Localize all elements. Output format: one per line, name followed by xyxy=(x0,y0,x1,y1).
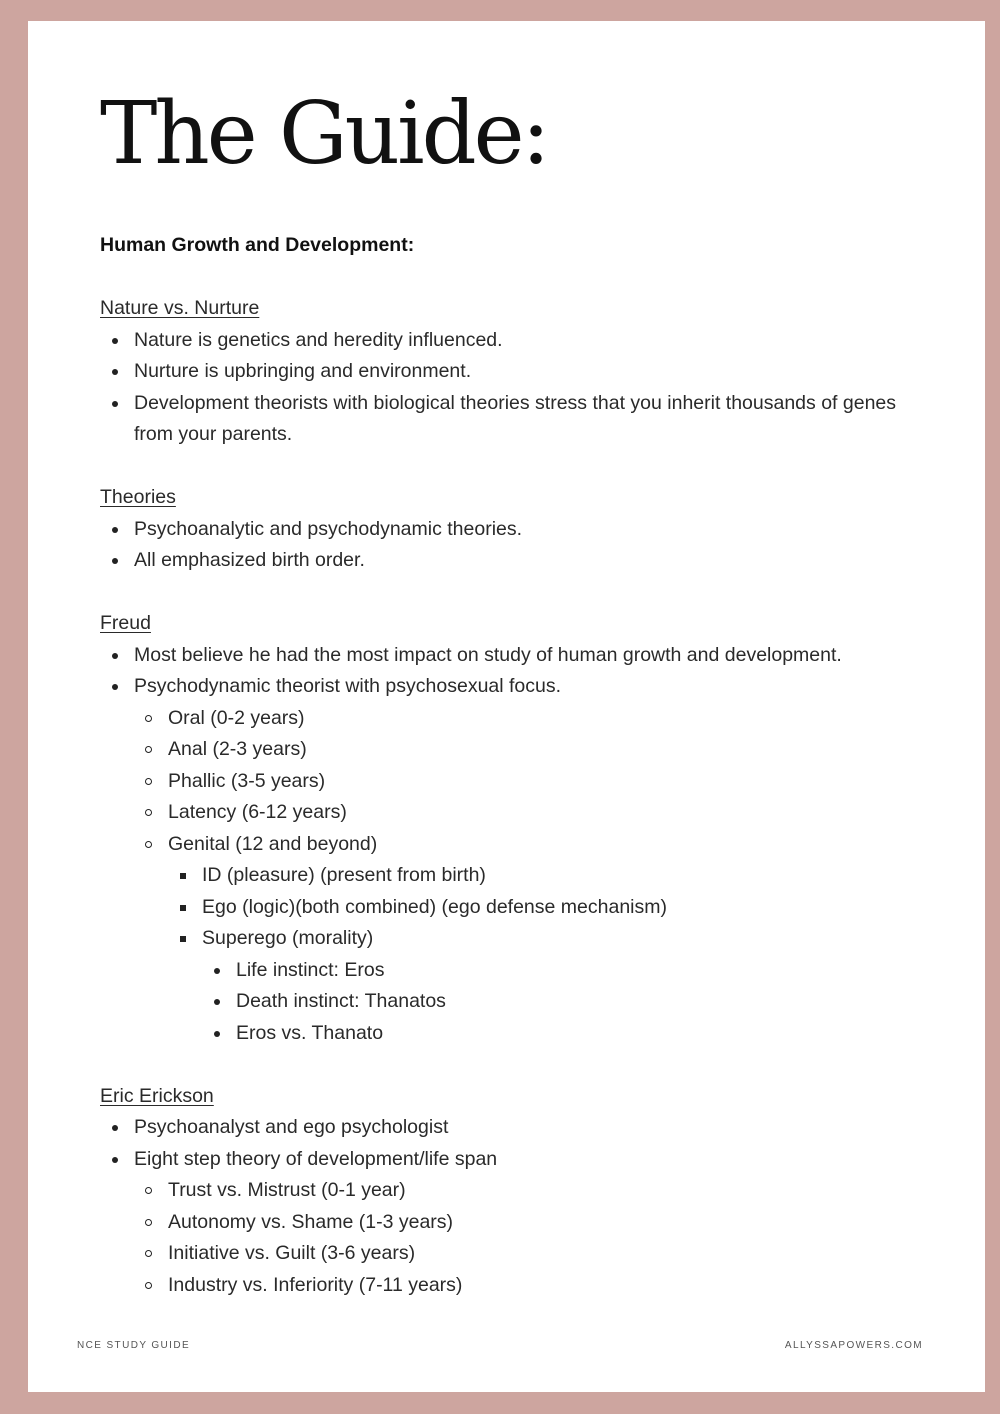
freud-list xyxy=(100,640,900,1050)
list-item: Nature is genetics and heredity influenced. xyxy=(100,325,900,357)
list-item: Nurture is upbringing and environment. xyxy=(100,356,900,388)
erickson-list xyxy=(100,1112,900,1301)
theories-title: Theories xyxy=(100,486,176,508)
list-item xyxy=(100,1144,900,1302)
list-item: Eros vs. Thanato xyxy=(202,1018,900,1050)
list-item-text: Psychodynamic theorist with psychosexual focus. xyxy=(134,675,562,697)
footer-left-text: NCE STUDY GUIDE xyxy=(77,1340,191,1351)
list-item: ID (pleasure) (present from birth) xyxy=(168,860,900,892)
erickson-title: Eric Erickson xyxy=(100,1084,214,1107)
list-item: Trust vs. Mistrust (0-1 year) xyxy=(134,1175,900,1207)
list-item xyxy=(134,829,900,1050)
list-item: Initiative vs. Guilt (3-6 years) xyxy=(134,1238,900,1270)
nature-nurture-title: Nature vs. Nurture xyxy=(100,297,260,319)
document-content xyxy=(100,230,900,1301)
list-item: Phallic (3-5 years) xyxy=(134,766,900,798)
list-item: Psychoanalyst and ego psychologist xyxy=(100,1112,900,1144)
list-item: Autonomy vs. Shame (1-3 years) xyxy=(134,1207,900,1239)
page-title: The Guide: xyxy=(100,84,548,184)
list-item: Anal (2-3 years) xyxy=(134,734,900,766)
freud-structures-list xyxy=(168,860,900,1049)
document-page xyxy=(28,21,985,1392)
freud-title: Freud xyxy=(100,612,151,634)
list-item-text: Eight step theory of development/life span xyxy=(134,1147,498,1170)
nature-nurture-list xyxy=(100,325,900,451)
list-item: Death instinct: Thanatos xyxy=(202,986,900,1018)
list-item: Oral (0-2 years) xyxy=(134,703,900,735)
list-item: Industry vs. Inferiority (7-11 years) xyxy=(134,1270,900,1302)
section-heading: Human Growth and Development: xyxy=(100,234,415,256)
list-item: Psychoanalytic and psychodynamic theories. xyxy=(100,514,900,546)
list-item xyxy=(168,923,900,1049)
freud-stages-list xyxy=(134,703,900,1050)
freud-instincts-list xyxy=(202,955,900,1050)
list-item-text: Superego (morality) xyxy=(202,927,374,949)
footer-right-text: ALLYSSAPOWERS.COM xyxy=(784,1340,923,1351)
list-item: Latency (6-12 years) xyxy=(134,797,900,829)
list-item: Ego (logic)(both combined) (ego defense mechanism) xyxy=(168,892,900,924)
list-item xyxy=(100,671,900,1049)
theories-list xyxy=(100,514,900,577)
list-item: Most believe he had the most impact on study of human growth and development. xyxy=(100,640,900,672)
erickson-stages-list xyxy=(134,1175,900,1301)
list-item-text: Genital (12 and beyond) xyxy=(168,832,378,855)
list-item: All emphasized birth order. xyxy=(100,545,900,577)
list-item: Development theorists with biological theories stress that you inherit thousands of genes from your parents. xyxy=(100,388,900,451)
list-item: Life instinct: Eros xyxy=(202,955,900,987)
